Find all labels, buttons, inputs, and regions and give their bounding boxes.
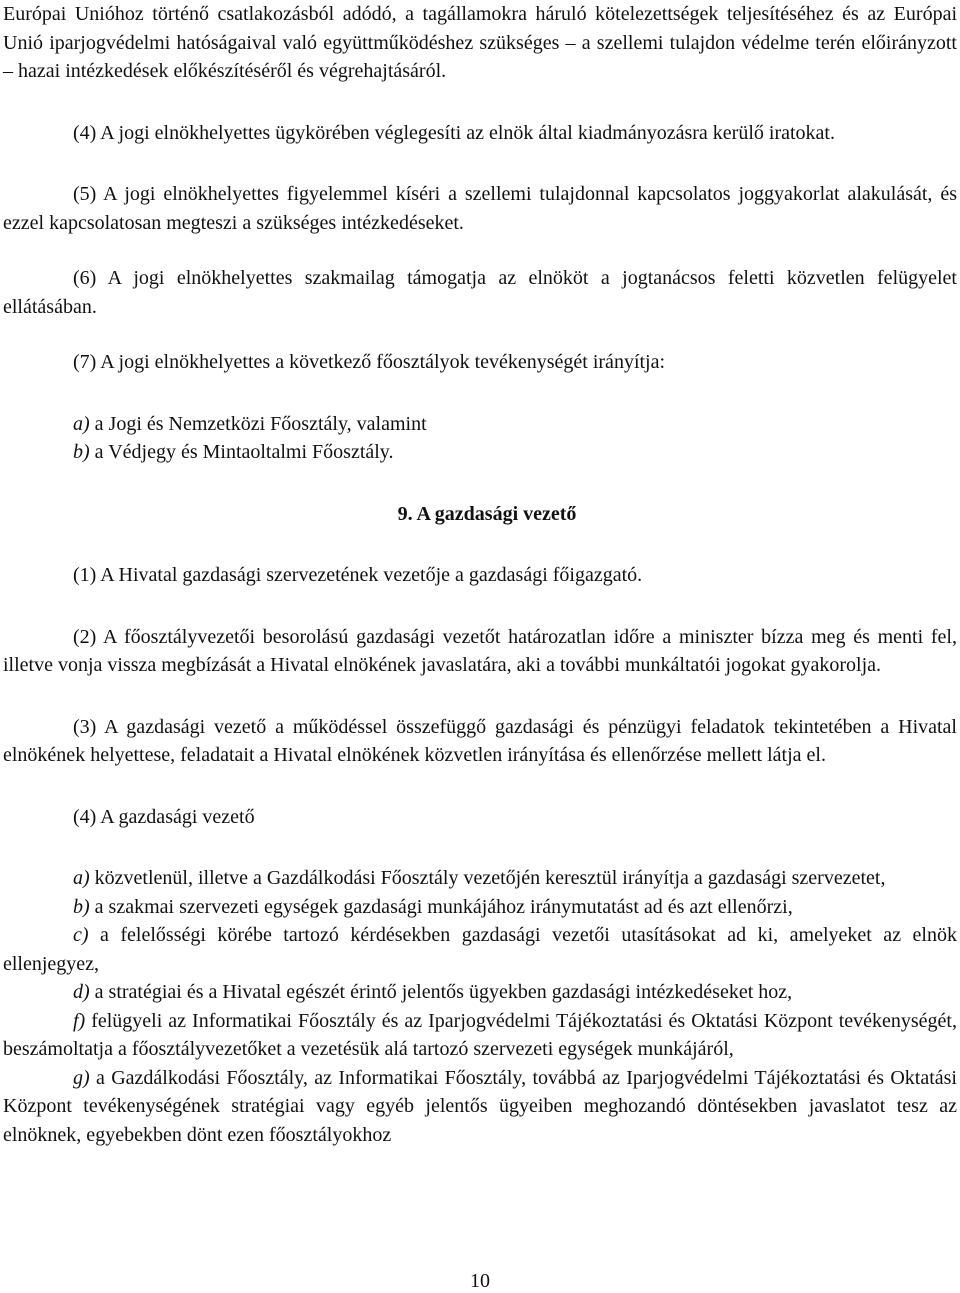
page-number: 10 bbox=[470, 1270, 490, 1292]
paragraph-9-4: (4) A gazdasági vezető bbox=[73, 805, 255, 828]
spacer bbox=[3, 528, 957, 561]
paragraph-8-5: (5) A jogi elnökhelyettes figyelemmel kíséri a szellemi tulajdonnal kapcsolatos joggyakorlat alakulását, és ezzel kapcsolatosan megteszi a szükséges intézkedéseket. bbox=[3, 183, 957, 234]
list-item-9-4-a bbox=[3, 864, 957, 893]
intro-paragraph: Európai Unióhoz történő csatlakozásból adódó, a tagállamokra háruló kötelezettségek teljesítéséhez és az Európai Unió iparjogvédelmi hatóságaival való együttműködéshez szükséges – a szellemi tulajdon védelme terén előirányzott – hazai intézkedések előkészítéséről és végrehajtásáról. bbox=[3, 3, 957, 82]
list-item-9-4-b bbox=[3, 893, 957, 922]
paragraph-9-1: (1) A Hivatal gazdasági szervezetének vezetője a gazdasági főigazgató. bbox=[73, 564, 643, 586]
spacer bbox=[3, 831, 957, 864]
spacer bbox=[3, 86, 957, 119]
list-item-9-4-c bbox=[3, 921, 957, 978]
list-marker: b) bbox=[73, 441, 90, 463]
list-text: közvetlenül, illetve a Gazdálkodási Főosztály vezetőjén keresztül irányítja a gazdasági szervezetet, bbox=[89, 867, 886, 889]
paragraph-9-2: (2) A főosztályvezetői besorolású gazdasági vezetőt határozatlan időre a miniszter bízza meg és menti fel, illetve vonja vissza megbízását a Hivatal elnökének javaslatára, aki a további munkáltatói jogokat gyakorolja. bbox=[3, 625, 957, 676]
list-text: a Gazdálkodási Főosztály, az Informatikai Főosztály, továbbá az Iparjogvédelmi Tájékoztatási és Oktatási Központ tevékenységének stratégiai vagy egyéb jelentős ügyeiben meghozandó döntésekben javaslatot tesz az elnöknek, egyebekben dönt ezen főosztályokhoz bbox=[3, 1066, 957, 1146]
list-marker: a) bbox=[73, 412, 90, 435]
list-item-8-7-a bbox=[3, 410, 957, 439]
spacer bbox=[3, 321, 957, 348]
list-item-9-4-g bbox=[3, 1064, 957, 1150]
spacer bbox=[3, 680, 957, 713]
list-item-8-7-b bbox=[3, 438, 957, 467]
list-text: felügyeli az Informatikai Főosztály és az Iparjogvédelmi Tájékoztatási és Oktatási Központ tevékenységét, beszámoltatja a főosztályvezetőket a vezetésük alá tartozó szervezeti egységek munkájáról, bbox=[3, 1009, 957, 1060]
paragraph-9-3: (3) A gazdasági vezető a működéssel összefüggő gazdasági és pénzügyi feladatok tekintetében a Hivatal elnökének helyettese, feladatait a Hivatal elnökének közvetlen irányítása és ellenőrzése mellett látja el. bbox=[3, 715, 957, 766]
list-item-9-4-d bbox=[3, 978, 957, 1007]
spacer bbox=[3, 147, 957, 180]
spacer bbox=[3, 770, 957, 803]
list-text: a Védjegy és Mintaoltalmi Főosztály. bbox=[89, 441, 394, 463]
list-text: a stratégiai és a Hivatal egészét érintő jelentős ügyekben gazdasági intézkedéseket hoz, bbox=[89, 981, 793, 1003]
list-marker: a) bbox=[73, 867, 90, 889]
paragraph-8-4: (4) A jogi elnökhelyettes ügykörében véglegesíti az elnök által kiadmányozásra kerülő iratokat. bbox=[73, 121, 835, 144]
spacer bbox=[3, 467, 957, 500]
paragraph-8-6: (6) A jogi elnökhelyettes szakmailag támogatja az elnököt a jogtanácsos feletti közvetlen felügyelet ellátásában. bbox=[3, 267, 957, 318]
list-text: a felelősségi körébe tartozó kérdésekben gazdasági vezetői utasításokat ad ki, amelyeket az elnök ellenjegyez, bbox=[3, 924, 957, 975]
list-marker: f) bbox=[73, 1009, 86, 1032]
section-heading-9: 9. A gazdasági vezető bbox=[397, 502, 577, 525]
list-marker: b) bbox=[73, 895, 90, 918]
spacer bbox=[3, 590, 957, 623]
list-marker: g) bbox=[73, 1066, 90, 1089]
list-marker: d) bbox=[73, 981, 90, 1003]
list-text: a szakmai szervezeti egységek gazdasági munkájához iránymutatást ad és azt ellenőrzi, bbox=[89, 895, 793, 918]
spacer bbox=[3, 237, 957, 264]
document-page bbox=[3, 0, 957, 1149]
list-text: a Jogi és Nemzetközi Főosztály, valamint bbox=[89, 412, 427, 435]
spacer bbox=[3, 377, 957, 410]
paragraph-8-7: (7) A jogi elnökhelyettes a következő főosztályok tevékenységét irányítja: bbox=[73, 351, 666, 373]
list-item-9-4-f bbox=[3, 1007, 957, 1064]
list-marker: c) bbox=[73, 924, 89, 946]
